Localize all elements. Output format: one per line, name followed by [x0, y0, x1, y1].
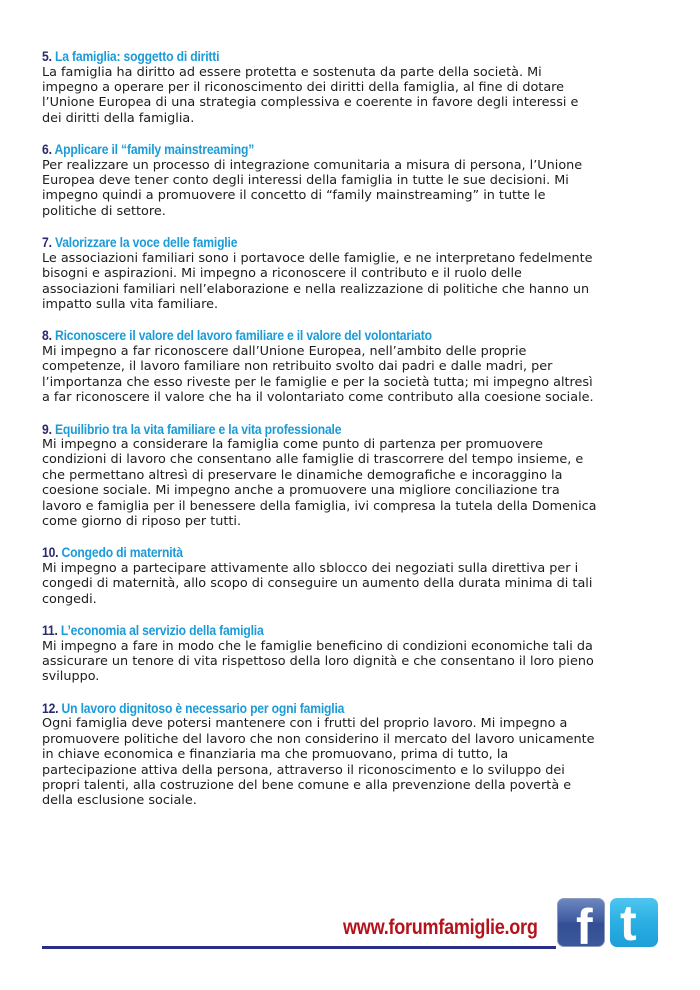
- commitment-section: [42, 235, 662, 312]
- section-body-line: competenze, il lavoro familiare non retribuito svolto dai padri e dalle madri, per: [42, 359, 553, 375]
- section-body-line: l’Unione Europea di una strategia complessiva e coerente in favore degli interessi e: [42, 95, 579, 111]
- section-body-line: congedi.: [42, 591, 97, 607]
- section-heading: [42, 328, 600, 344]
- section-body-line: Europea deve tener conto degli interessi della famiglia in tutte le sue decisioni. Mi: [42, 173, 569, 189]
- section-body-line: bisogni e aspirazioni. Mi impegno a riconoscere il contributo e il ruolo delle: [42, 266, 522, 282]
- section-body-line: Mi impegno a considerare la famiglia come punto di partenza per promuovere: [42, 437, 544, 452]
- section-number: 12.: [42, 700, 59, 716]
- commitment-section: [42, 328, 662, 405]
- section-title: La famiglia: soggetto di diritti: [54, 49, 220, 64]
- section-body-line: coesione sociale. Mi impegno anche a promuovere una migliore conciliazione tra: [42, 483, 560, 499]
- section-number: 5.: [42, 49, 52, 64]
- section-body-line: a far riconoscere il valore che ha il volontariato come contributo alla coesione sociale.: [42, 390, 594, 406]
- section-heading: [42, 623, 600, 639]
- section-body-line: associazioni familiari nell’elaborazione e nella realizzazione di politiche che hanno un: [42, 281, 590, 297]
- section-body-line: La famiglia ha diritto ad essere protetta e sostenuta da parte della società. Mi: [42, 64, 542, 80]
- section-body-line: come giorno di riposo per tutti.: [42, 514, 242, 530]
- section-body-line: che permettano altresì di preservare le dinamiche demografiche e incoraggino la: [42, 467, 563, 483]
- twitter-icon[interactable]: [610, 898, 658, 947]
- section-heading: [42, 422, 600, 438]
- footer-divider: [42, 946, 556, 949]
- commitment-section: [42, 701, 662, 809]
- section-heading: [42, 142, 600, 158]
- section-heading: [42, 545, 600, 561]
- section-number: 6.: [42, 142, 52, 158]
- facebook-glyph: f: [576, 899, 593, 947]
- facebook-icon[interactable]: [557, 898, 605, 947]
- section-number: 7.: [42, 235, 52, 251]
- section-body-line: lavoro e famiglia per il benessere della famiglia, ivi compresa la tutela della Domenica: [42, 498, 597, 514]
- section-heading: [42, 701, 600, 717]
- commitments-list: [42, 49, 662, 825]
- section-body-line: impatto sulla vita familiare.: [42, 296, 219, 312]
- section-title: Equilibrio tra la vita familiare e la vita professionale: [54, 421, 342, 437]
- section-heading: [42, 235, 600, 251]
- section-title: Valorizzare la voce delle famiglie: [54, 235, 238, 251]
- section-title: Riconoscere il valore del lavoro familiare e il valore del volontariato: [54, 328, 432, 344]
- section-body-line: in chiave economica e finanziaria ma che promuovano, prima di tutto, la: [42, 747, 509, 763]
- section-body-line: dei diritti della famiglia.: [42, 110, 195, 126]
- section-body-line: Mi impegno a partecipare attivamente allo sblocco dei negoziati sulla direttiva per i: [42, 560, 579, 576]
- section-body-line: impegno a operare per il riconoscimento dei diritti della famiglia, al fine di dotare: [42, 79, 565, 95]
- section-body-line: Mi impegno a fare in modo che le famiglie beneficino di condizioni economiche tali da: [42, 638, 593, 654]
- section-title: Un lavoro dignitoso è necessario per ogni famiglia: [61, 700, 345, 716]
- commitment-section: [42, 623, 662, 685]
- section-body-line: promuovere politiche del lavoro che non considerino il mercato del lavoro unicamente: [42, 731, 595, 747]
- section-body-line: sviluppo.: [42, 669, 100, 685]
- section-body-line: Per realizzare un processo di integrazione comunitaria a misura di persona, l’Unione: [42, 157, 583, 173]
- commitment-section: [42, 49, 662, 126]
- section-body-line: politiche di settore.: [42, 203, 166, 219]
- section-title: Congedo di maternità: [61, 545, 183, 561]
- commitment-section: [42, 545, 662, 607]
- section-body-line: assicurare un tenore di vita rispettoso della loro dignità e che consentano il loro pieno: [42, 654, 594, 670]
- section-body-line: condizioni di lavoro che consentano alle famiglie di trascorrere del tempo insieme, e: [42, 452, 584, 468]
- section-body-line: partecipazione attiva della persona, attraverso il riconoscimento e lo sviluppo dei: [42, 762, 565, 778]
- section-number: 9.: [42, 421, 52, 437]
- website-link[interactable]: www.forumfamiglie.org: [343, 916, 538, 939]
- section-body-line: Le associazioni familiari sono i portavoce delle famiglie, e ne interpretano fedelmente: [42, 250, 593, 266]
- section-title: Applicare il “family mainstreaming”: [54, 142, 255, 158]
- section-number: 8.: [42, 328, 52, 344]
- section-body-line: Mi impegno a far riconoscere dall’Unione Europea, nell’ambito delle proprie: [42, 343, 527, 359]
- commitment-section: [42, 142, 662, 219]
- section-title: L’economia al servizio della famiglia: [60, 623, 264, 639]
- section-body-line: Ogni famiglia deve potersi mantenere con i frutti del proprio lavoro. Mi impegno a: [42, 716, 568, 732]
- section-number: 11.: [42, 623, 58, 639]
- section-body-line: propri talenti, alla costruzione del bene comune e alla prevenzione della povertà e: [42, 778, 572, 793]
- twitter-glyph: t: [620, 898, 637, 947]
- commitment-section: [42, 422, 662, 530]
- section-body-line: l’importanza che esso riveste per le famiglie e per la società tutta; mi impegno altresì: [42, 374, 593, 390]
- section-body-line: impegno quindi a promuovere il concetto di “family mainstreaming” in tutte le: [42, 188, 546, 204]
- section-body-line: della esclusione sociale.: [42, 793, 197, 809]
- section-heading: [42, 49, 600, 65]
- section-body-line: congedi di maternità, allo scopo di conseguire un aumento della durata minima di tali: [42, 576, 593, 592]
- section-number: 10.: [42, 545, 59, 561]
